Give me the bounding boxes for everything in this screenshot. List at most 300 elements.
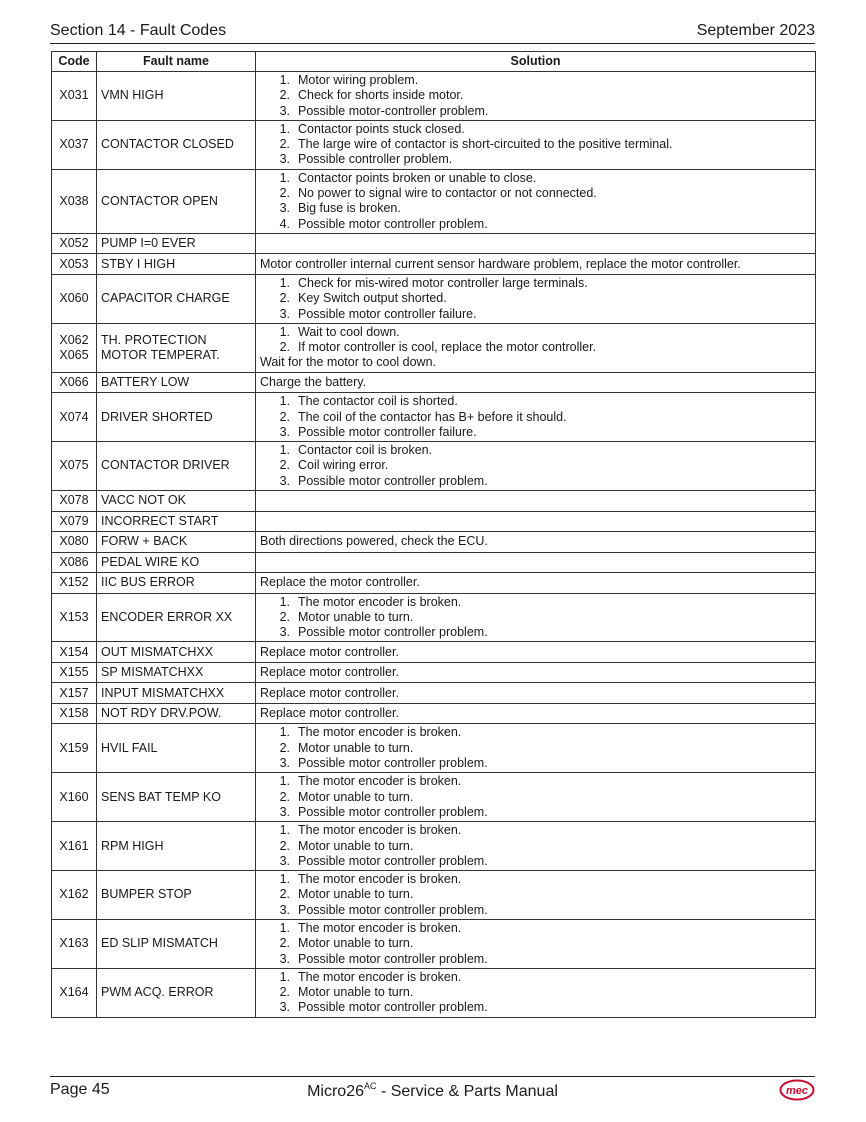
step-text: Possible motor controller problem. bbox=[298, 902, 488, 917]
manual-title-rest: - Service & Parts Manual bbox=[376, 1083, 558, 1100]
header-date: September 2023 bbox=[696, 22, 815, 39]
solution-steps bbox=[260, 171, 811, 232]
solution-cell bbox=[256, 274, 816, 323]
step-number: 2. bbox=[279, 740, 290, 755]
solution-cell bbox=[256, 968, 816, 1017]
step-number: 2. bbox=[279, 887, 290, 902]
fault-code: X153 bbox=[59, 609, 89, 624]
fault-code: X157 bbox=[59, 685, 89, 700]
step-number: 3. bbox=[279, 1000, 290, 1015]
fault-name-cell bbox=[97, 773, 256, 822]
step-number: 3. bbox=[279, 853, 290, 868]
step-number: 3. bbox=[279, 951, 290, 966]
fault-code-cell bbox=[52, 72, 97, 121]
solution-cell bbox=[256, 662, 816, 683]
step-text: The motor encoder is broken. bbox=[298, 969, 462, 984]
step-text: The motor encoder is broken. bbox=[298, 774, 462, 789]
solution-step bbox=[260, 936, 811, 951]
step-text: Motor unable to turn. bbox=[298, 789, 414, 804]
solution-step bbox=[260, 1000, 811, 1015]
solution-cell bbox=[256, 169, 816, 233]
fault-code-cell bbox=[52, 120, 97, 169]
fault-code-cell bbox=[52, 724, 97, 773]
table-row bbox=[52, 703, 816, 724]
fault-codes-table bbox=[51, 51, 816, 1018]
fault-name-cell bbox=[97, 662, 256, 683]
step-text: Possible motor-controller problem. bbox=[298, 103, 489, 118]
table-row bbox=[52, 393, 816, 442]
step-number: 3. bbox=[279, 756, 290, 771]
step-text: Big fuse is broken. bbox=[298, 201, 401, 216]
fault-name: TH. PROTECTION bbox=[101, 332, 207, 347]
solution-step bbox=[260, 774, 811, 789]
table-row bbox=[52, 254, 816, 275]
solution-step bbox=[260, 276, 811, 291]
fault-name-cell bbox=[97, 573, 256, 594]
table-row bbox=[52, 491, 816, 512]
fault-name: PWM ACQ. ERROR bbox=[101, 985, 214, 1000]
fault-code: X060 bbox=[59, 291, 89, 306]
solution-step bbox=[260, 104, 811, 119]
table-row bbox=[52, 511, 816, 532]
solution-step bbox=[260, 137, 811, 152]
fault-name: NOT RDY DRV.POW. bbox=[101, 706, 222, 721]
solution-step bbox=[260, 823, 811, 838]
fault-name-cell bbox=[97, 274, 256, 323]
section-title: Section 14 - Fault Codes bbox=[50, 22, 227, 39]
fault-code: X155 bbox=[59, 665, 89, 680]
step-text: If motor controller is cool, replace the motor controller. bbox=[298, 340, 597, 355]
page-header bbox=[50, 22, 815, 44]
fault-code-cell bbox=[52, 593, 97, 642]
solution-cell bbox=[256, 593, 816, 642]
fault-code-cell bbox=[52, 703, 97, 724]
solution-cell bbox=[256, 393, 816, 442]
fault-name: DRIVER SHORTED bbox=[101, 409, 213, 424]
solution-cell bbox=[256, 919, 816, 968]
solution-text: Replace the motor controller. bbox=[260, 575, 420, 590]
fault-code-cell bbox=[52, 919, 97, 968]
step-number: 2. bbox=[279, 137, 290, 152]
fault-name-cell bbox=[97, 120, 256, 169]
solution-cell bbox=[256, 724, 816, 773]
fault-name: BUMPER STOP bbox=[101, 887, 192, 902]
solution-cell bbox=[256, 120, 816, 169]
table-header-row bbox=[52, 52, 816, 72]
manual-model: Micro26 bbox=[307, 1083, 364, 1100]
solution-step bbox=[260, 854, 811, 869]
fault-code-cell bbox=[52, 968, 97, 1017]
step-number: 2. bbox=[279, 936, 290, 951]
solution-step bbox=[260, 458, 811, 473]
solution-step bbox=[260, 595, 811, 610]
fault-name-cell bbox=[97, 72, 256, 121]
fault-code-cell bbox=[52, 552, 97, 573]
fault-code: X158 bbox=[59, 706, 89, 721]
step-text: Possible motor controller failure. bbox=[298, 306, 477, 321]
step-text: Motor unable to turn. bbox=[298, 609, 414, 624]
fault-name: IIC BUS ERROR bbox=[101, 575, 195, 590]
solution-text: Both directions powered, check the ECU. bbox=[260, 534, 488, 549]
fault-name-cell bbox=[97, 323, 256, 372]
step-text: Contactor points stuck closed. bbox=[298, 121, 465, 136]
solution-step bbox=[260, 217, 811, 232]
solution-step bbox=[260, 186, 811, 201]
solution-step bbox=[260, 152, 811, 167]
solution-cell bbox=[256, 773, 816, 822]
solution-step bbox=[260, 725, 811, 740]
fault-name-cell bbox=[97, 871, 256, 920]
fault-name-cell bbox=[97, 169, 256, 233]
solution-step bbox=[260, 921, 811, 936]
step-text: The motor encoder is broken. bbox=[298, 725, 462, 740]
step-text: Possible motor controller problem. bbox=[298, 625, 488, 640]
solution-steps bbox=[260, 921, 811, 967]
solution-step bbox=[260, 425, 811, 440]
step-text: Possible motor controller problem. bbox=[298, 473, 488, 488]
fault-code: X086 bbox=[59, 554, 89, 569]
solution-note: Wait for the motor to cool down. bbox=[260, 355, 437, 370]
solution-steps bbox=[260, 774, 811, 820]
fault-name: ED SLIP MISMATCH bbox=[101, 936, 218, 951]
table-row bbox=[52, 532, 816, 553]
fault-name: FORW + BACK bbox=[101, 534, 188, 549]
table-row bbox=[52, 968, 816, 1017]
fault-name: CONTACTOR DRIVER bbox=[101, 458, 230, 473]
table-row bbox=[52, 871, 816, 920]
step-text: Check for mis-wired motor controller large terminals. bbox=[298, 275, 588, 290]
fault-code: X159 bbox=[59, 740, 89, 755]
solution-step bbox=[260, 171, 811, 186]
fault-code: X065 bbox=[59, 347, 89, 362]
fault-name-cell bbox=[97, 683, 256, 704]
solution-step bbox=[260, 970, 811, 985]
solution-text: Replace motor controller. bbox=[260, 644, 399, 659]
fault-code: X164 bbox=[59, 985, 89, 1000]
solution-text: Replace motor controller. bbox=[260, 706, 399, 721]
solution-step bbox=[260, 625, 811, 640]
manual-title bbox=[50, 1081, 815, 1101]
fault-name-cell bbox=[97, 393, 256, 442]
solution-step bbox=[260, 887, 811, 902]
solution-steps bbox=[260, 276, 811, 322]
step-text: The motor encoder is broken. bbox=[298, 823, 462, 838]
solution-steps bbox=[260, 725, 811, 771]
fault-code: X066 bbox=[59, 374, 89, 389]
step-number: 1. bbox=[279, 594, 290, 609]
fault-name-cell bbox=[97, 372, 256, 393]
fault-name: SP MISMATCHXX bbox=[101, 665, 204, 680]
fault-code: X161 bbox=[59, 838, 89, 853]
step-number: 1. bbox=[279, 394, 290, 409]
solution-steps bbox=[260, 970, 811, 1016]
solution-cell bbox=[256, 871, 816, 920]
step-number: 1. bbox=[279, 774, 290, 789]
table-row bbox=[52, 662, 816, 683]
fault-code-cell bbox=[52, 323, 97, 372]
solution-cell bbox=[256, 442, 816, 491]
solution-text: Replace motor controller. bbox=[260, 685, 399, 700]
table-row bbox=[52, 72, 816, 121]
step-text: Coil wiring error. bbox=[298, 458, 389, 473]
table-row bbox=[52, 573, 816, 594]
step-text: The motor encoder is broken. bbox=[298, 594, 462, 609]
fault-name-cell bbox=[97, 532, 256, 553]
step-text: Key Switch output shorted. bbox=[298, 291, 447, 306]
step-text: Motor wiring problem. bbox=[298, 73, 419, 87]
fault-code: X080 bbox=[59, 534, 89, 549]
fault-name-cell bbox=[97, 968, 256, 1017]
fault-name: PEDAL WIRE KO bbox=[101, 554, 200, 569]
fault-name: OUT MISMATCHXX bbox=[101, 644, 214, 659]
fault-name-cell bbox=[97, 491, 256, 512]
fault-name: MOTOR TEMPERAT. bbox=[101, 347, 220, 362]
solution-cell bbox=[256, 491, 816, 512]
step-number: 1. bbox=[279, 823, 290, 838]
solution-step bbox=[260, 790, 811, 805]
fault-code-cell bbox=[52, 393, 97, 442]
step-number: 2. bbox=[279, 340, 290, 355]
fault-code-cell bbox=[52, 511, 97, 532]
fault-name-cell bbox=[97, 593, 256, 642]
solution-step bbox=[260, 443, 811, 458]
solution-cell bbox=[256, 254, 816, 275]
fault-name-cell bbox=[97, 703, 256, 724]
fault-name-cell bbox=[97, 724, 256, 773]
fault-code: X075 bbox=[59, 458, 89, 473]
solution-cell bbox=[256, 822, 816, 871]
fault-code-cell bbox=[52, 233, 97, 254]
solution-text: Motor controller internal current sensor hardware problem, replace the motor controller. bbox=[260, 256, 741, 271]
step-number: 1. bbox=[279, 324, 290, 339]
solution-steps bbox=[260, 823, 811, 869]
fault-name: CONTACTOR CLOSED bbox=[101, 137, 234, 152]
step-text: Possible motor controller problem. bbox=[298, 853, 488, 868]
step-number: 1. bbox=[279, 920, 290, 935]
solution-cell bbox=[256, 683, 816, 704]
step-text: Possible motor controller problem. bbox=[298, 951, 488, 966]
step-text: Motor unable to turn. bbox=[298, 740, 414, 755]
step-text: Possible motor controller problem. bbox=[298, 1000, 488, 1015]
step-text: Motor unable to turn. bbox=[298, 838, 414, 853]
step-text: Contactor coil is broken. bbox=[298, 443, 433, 458]
step-number: 1. bbox=[279, 725, 290, 740]
step-text: The motor encoder is broken. bbox=[298, 920, 462, 935]
table-row bbox=[52, 724, 816, 773]
solution-steps bbox=[260, 122, 811, 168]
fault-code-cell bbox=[52, 642, 97, 663]
fault-name-cell bbox=[97, 552, 256, 573]
step-number: 3. bbox=[279, 625, 290, 640]
solution-cell bbox=[256, 642, 816, 663]
step-number: 4. bbox=[279, 216, 290, 231]
step-number: 2. bbox=[279, 985, 290, 1000]
step-text: Check for shorts inside motor. bbox=[298, 88, 464, 103]
fault-name: ENCODER ERROR XX bbox=[101, 609, 233, 624]
fault-code-cell bbox=[52, 773, 97, 822]
solution-step bbox=[260, 805, 811, 820]
step-number: 1. bbox=[279, 275, 290, 290]
solution-cell bbox=[256, 372, 816, 393]
step-text: The contactor coil is shorted. bbox=[298, 394, 458, 409]
svg-text:mec: mec bbox=[785, 1085, 809, 1097]
step-text: The large wire of contactor is short-circuited to the positive terminal. bbox=[298, 137, 673, 152]
fault-code-cell bbox=[52, 662, 97, 683]
fault-code: X078 bbox=[59, 493, 89, 508]
solution-step bbox=[260, 88, 811, 103]
step-text: Motor unable to turn. bbox=[298, 985, 414, 1000]
fault-code-cell bbox=[52, 573, 97, 594]
step-number: 1. bbox=[279, 121, 290, 136]
fault-name: SENS BAT TEMP KO bbox=[101, 789, 221, 804]
step-number: 3. bbox=[279, 103, 290, 118]
solution-cell bbox=[256, 233, 816, 254]
solution-cell bbox=[256, 532, 816, 553]
solution-text: Replace motor controller. bbox=[260, 665, 399, 680]
solution-step bbox=[260, 952, 811, 967]
solution-step bbox=[260, 872, 811, 887]
fault-name: INPUT MISMATCHXX bbox=[101, 685, 225, 700]
fault-code: X079 bbox=[59, 513, 89, 528]
fault-code-cell bbox=[52, 274, 97, 323]
fault-name: RPM HIGH bbox=[101, 838, 164, 853]
table-row bbox=[52, 593, 816, 642]
fault-code-cell bbox=[52, 532, 97, 553]
fault-code: X160 bbox=[59, 789, 89, 804]
fault-name-cell bbox=[97, 511, 256, 532]
table-row bbox=[52, 822, 816, 871]
fault-code-cell bbox=[52, 254, 97, 275]
solution-steps bbox=[260, 443, 811, 489]
fault-name: PUMP I=0 EVER bbox=[101, 236, 196, 251]
fault-name: VACC NOT OK bbox=[101, 493, 186, 508]
page-footer bbox=[50, 1076, 815, 1106]
solution-step bbox=[260, 340, 811, 355]
fault-name: STBY I HIGH bbox=[101, 256, 176, 271]
fault-name: CAPACITOR CHARGE bbox=[101, 291, 230, 306]
step-text: The coil of the contactor has B+ before it should. bbox=[298, 409, 567, 424]
solution-steps bbox=[260, 73, 811, 119]
solution-steps bbox=[260, 394, 811, 440]
solution-step bbox=[260, 985, 811, 1000]
step-number: 2. bbox=[279, 409, 290, 424]
step-number: 2. bbox=[279, 291, 290, 306]
fault-code: X152 bbox=[59, 575, 89, 590]
solution-step bbox=[260, 307, 811, 322]
solution-step bbox=[260, 122, 811, 137]
fault-name-cell bbox=[97, 254, 256, 275]
fault-code-cell bbox=[52, 372, 97, 393]
solution-steps bbox=[260, 595, 811, 641]
step-number: 2. bbox=[279, 838, 290, 853]
solution-step bbox=[260, 201, 811, 216]
solution-step bbox=[260, 741, 811, 756]
step-number: 3. bbox=[279, 902, 290, 917]
solution-step bbox=[260, 839, 811, 854]
solution-step bbox=[260, 410, 811, 425]
fault-code: X037 bbox=[59, 137, 89, 152]
page-number: Page 45 bbox=[50, 1081, 110, 1098]
fault-name-cell bbox=[97, 642, 256, 663]
fault-name-cell bbox=[97, 822, 256, 871]
solution-step bbox=[260, 291, 811, 306]
fault-code-cell bbox=[52, 822, 97, 871]
step-number: 1. bbox=[279, 443, 290, 458]
solution-step bbox=[260, 474, 811, 489]
fault-code: X162 bbox=[59, 887, 89, 902]
step-text: Contactor points broken or unable to close. bbox=[298, 170, 537, 185]
step-number: 2. bbox=[279, 609, 290, 624]
solution-cell bbox=[256, 72, 816, 121]
table-row bbox=[52, 169, 816, 233]
step-number: 2. bbox=[279, 458, 290, 473]
step-number: 2. bbox=[279, 186, 290, 201]
solution-cell bbox=[256, 573, 816, 594]
fault-code-cell bbox=[52, 169, 97, 233]
solution-step bbox=[260, 610, 811, 625]
solution-steps bbox=[260, 325, 811, 356]
step-text: Motor unable to turn. bbox=[298, 936, 414, 951]
step-text: The motor encoder is broken. bbox=[298, 872, 462, 887]
fault-name: CONTACTOR OPEN bbox=[101, 193, 218, 208]
table-row bbox=[52, 642, 816, 663]
fault-code: X163 bbox=[59, 936, 89, 951]
step-number: 2. bbox=[279, 789, 290, 804]
step-text: Possible motor controller problem. bbox=[298, 216, 488, 231]
table-row bbox=[52, 773, 816, 822]
step-number: 3. bbox=[279, 804, 290, 819]
fault-name: HVIL FAIL bbox=[101, 740, 158, 755]
step-text: Wait to cool down. bbox=[298, 324, 400, 339]
table-row bbox=[52, 372, 816, 393]
fault-code-cell bbox=[52, 442, 97, 491]
step-number: 2. bbox=[279, 88, 290, 103]
fault-code: X031 bbox=[59, 88, 89, 103]
table-row bbox=[52, 120, 816, 169]
table-row bbox=[52, 552, 816, 573]
step-text: Motor unable to turn. bbox=[298, 887, 414, 902]
fault-code-cell bbox=[52, 491, 97, 512]
fault-code: X074 bbox=[59, 409, 89, 424]
solution-cell bbox=[256, 703, 816, 724]
fault-name: BATTERY LOW bbox=[101, 374, 190, 389]
column-header-solution: Solution bbox=[256, 52, 816, 72]
step-number: 1. bbox=[279, 73, 290, 87]
step-number: 1. bbox=[279, 170, 290, 185]
table-row bbox=[52, 442, 816, 491]
fault-code: X053 bbox=[59, 256, 89, 271]
solution-step bbox=[260, 756, 811, 771]
step-text: Possible motor controller failure. bbox=[298, 424, 477, 439]
fault-name: VMN HIGH bbox=[101, 88, 164, 103]
solution-cell bbox=[256, 511, 816, 532]
fault-name-cell bbox=[97, 442, 256, 491]
solution-text: Charge the battery. bbox=[260, 374, 367, 389]
table-row bbox=[52, 919, 816, 968]
table-row bbox=[52, 683, 816, 704]
step-text: Possible motor controller problem. bbox=[298, 804, 488, 819]
column-header-code: Code bbox=[52, 52, 97, 72]
solution-cell bbox=[256, 552, 816, 573]
table-row bbox=[52, 233, 816, 254]
fault-code: X038 bbox=[59, 193, 89, 208]
step-number: 1. bbox=[279, 872, 290, 887]
fault-code: X062 bbox=[59, 332, 89, 347]
manual-model-superscript: AC bbox=[363, 1081, 377, 1091]
step-number: 3. bbox=[279, 473, 290, 488]
solution-step bbox=[260, 394, 811, 409]
step-number: 3. bbox=[279, 152, 290, 167]
